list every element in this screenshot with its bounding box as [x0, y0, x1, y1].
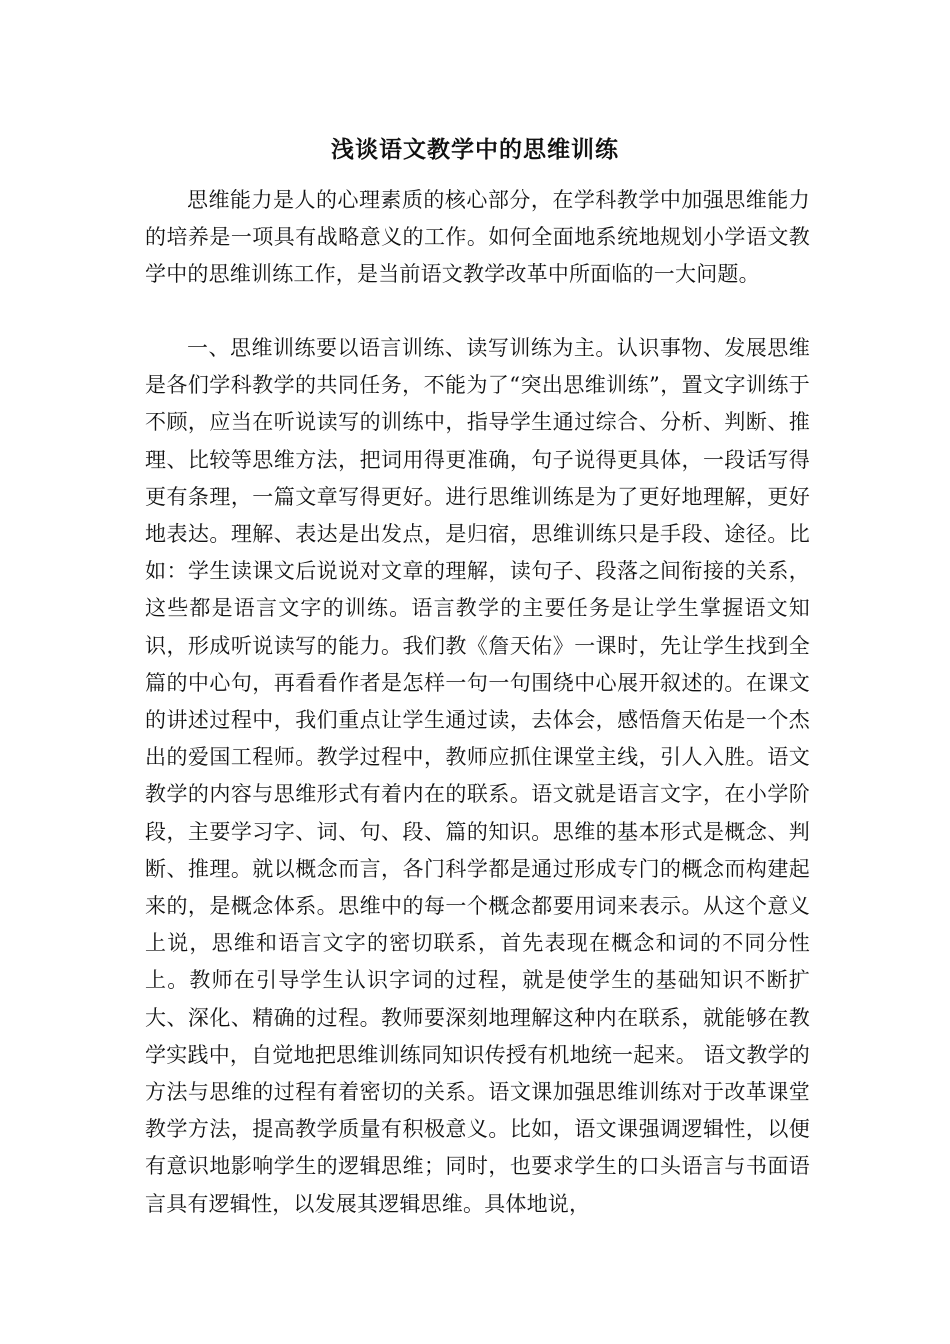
- paragraph-section-one: 一、思维训练要以语言训练、读写训练为主。认识事物、发展思维是各们学科教学的共同任务，不能为了“突出思维训练”，置文字训练于不顾，应当在听说读写的训练中，指导学生通过综合、分析、判断、推理、比较等思维方法，把词用得更准确，句子说得更具体，一段话写得更有条理，一篇文章写得更好。进行思维训练是为了更好地理解，更好地表达。理解、表达是出发点，是归宿，思维训练只是手段、途径。比如：学生读课文后说说对文章的理解，读句子、段落之间衔接的关系，这些都是语言文字的训练。语言教学的主要任务是让学生掌握语文知识，形成听说读写的能力。我们教《詹天佑》一课时，先让学生找到全篇的中心句，再看看作者是怎样一句一句围绕中心展开叙述的。在课文的讲述过程中，我们重点让学生通过读，去体会，感悟詹天佑是一个杰出的爱国工程师。教学过程中，教师应抓住课堂主线，引人入胜。语文教学的内容与思维形式有着内在的联系。语文就是语言文字，在小学阶段，主要学习字、词、句、段、篇的知识。思维的基本形式是概念、判断、推理。就以概念而言，各门科学都是通过形成专门的概念而构建起来的，是概念体系。思维中的每一个概念都要用词来表示。从这个意义上说，思维和语言文字的密切联系，首先表现在概念和词的不同分性上。教师在引导学生认识字词的过程，就是使学生的基础知识不断扩大、深化、精确的过程。教师要深刻地理解这种内在联系，就能够在教学实践中，自觉地把思维训练同知识传授有机地统一起来。 语文教学的方法与思维的过程有着密切的关系。语文课加强思维训练对于改革课堂教学方法，提高教学质量有积极意义。比如，语文课强调逻辑性，以便有意识地影响学生的逻辑思维；同时，也要求学生的口头语言与书面语言具有逻辑性，以发展其逻辑思维。具体地说，: [145, 336, 810, 1216]
- document-title: 浅谈语文教学中的思维训练: [331, 136, 619, 163]
- paragraph-intro: 思维能力是人的心理素质的核心部分，在学科教学中加强思维能力的培养是一项具有战略意义的工作。如何全面地系统地规划小学语文教学中的思维训练工作，是当前语文教学改革中所面临的一大问题。: [145, 188, 810, 287]
